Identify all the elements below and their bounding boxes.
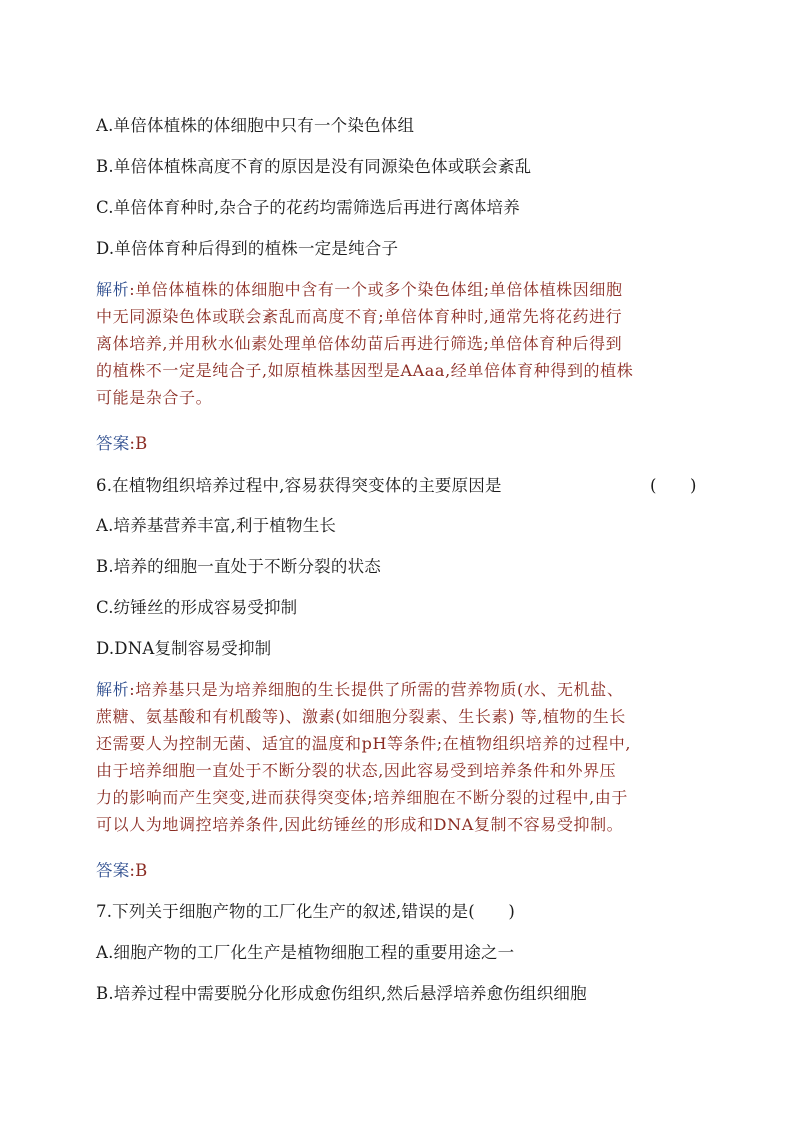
q6-answer-label: 答案 [96,861,130,880]
q5-explanation-line: 离体培养,并用秋水仙素处理单倍体幼苗后再进行筛选;单倍体育种后得到 [96,334,623,353]
q5-explanation-text: :单倍体植株的体细胞中含有一个或多个染色体组;单倍体植株因细胞 [129,280,623,299]
q6-answer-value: :B [129,861,148,880]
q6-explanation-text: :培养基只是为培养细胞的生长提供了所需的营养物质(水、无机盐、 [129,680,624,699]
q6-answer [96,859,148,883]
q5-answer-label: 答案 [96,434,130,453]
q6-option-a: A.培养基营养丰富,利于植物生长 [96,516,337,535]
q6-explanation-line: 由于培养细胞一直处于不断分裂的状态,因此容易受到培养条件和外界压 [96,761,617,780]
q5-explanation-line: 中无同源染色体或联会紊乱而高度不育;单倍体育种时,通常先将花药进行 [96,307,623,326]
q5-option-c: C.单倍体育种时,杂合子的花药均需筛选后再进行离体培养 [96,198,520,217]
q6-explanation-line: 还需要人为控制无菌、适宜的温度和pH等条件;在植物组织培养的过程中, [96,734,632,753]
q5-explanation-line: 的植株不一定是纯合子,如原植株基因型是AAaa,经单倍体育种得到的植株 [96,361,634,380]
q5-option-b: B.单倍体植株高度不育的原因是没有同源染色体或联会紊乱 [96,157,532,176]
q6-explanation-line: 蔗糖、氨基酸和有机酸等)、激素(如细胞分裂素、生长素) 等,植物的生长 [96,707,626,726]
q6-option-b: B.培养的细胞一直处于不断分裂的状态 [96,557,381,576]
q7-option-a: A.细胞产物的工厂化生产是植物细胞工程的重要用途之一 [96,943,515,962]
q5-option-d: D.单倍体育种后得到的植株一定是纯合子 [96,239,399,258]
q5-answer [96,432,148,456]
q6-explanation-line: 力的影响而产生突变,进而获得突变体;培养细胞在不断分裂的过程中,由于 [96,788,628,807]
q6-option-c: C.纺锤丝的形成容易受抑制 [96,598,298,617]
q5-option-a: A.单倍体植株的体细胞中只有一个染色体组 [96,116,415,135]
q6-explanation-label: 解析 [96,680,130,699]
q6-explanation-line: 可以人为地调控培养条件,因此纺锤丝的形成和DNA复制不容易受抑制。 [96,815,624,834]
q5-explanation-line [96,278,623,302]
q6-explanation-line [96,678,623,702]
q5-explanation-label: 解析 [96,280,130,299]
q6-stem: 6.在植物组织培养过程中,容易获得突变体的主要原因是 [96,476,502,495]
q7-option-b: B.培养过程中需要脱分化形成愈伤组织,然后悬浮培养愈伤组织细胞 [96,984,587,1003]
q7-stem: 7.下列关于细胞产物的工厂化生产的叙述,错误的是( ) [96,902,515,921]
q5-answer-value: :B [129,434,148,453]
q6-option-d: D.DNA复制容易受抑制 [96,639,272,658]
q6-answer-bracket: ( ) [650,476,697,495]
q5-explanation-line: 可能是杂合子。 [96,388,213,407]
